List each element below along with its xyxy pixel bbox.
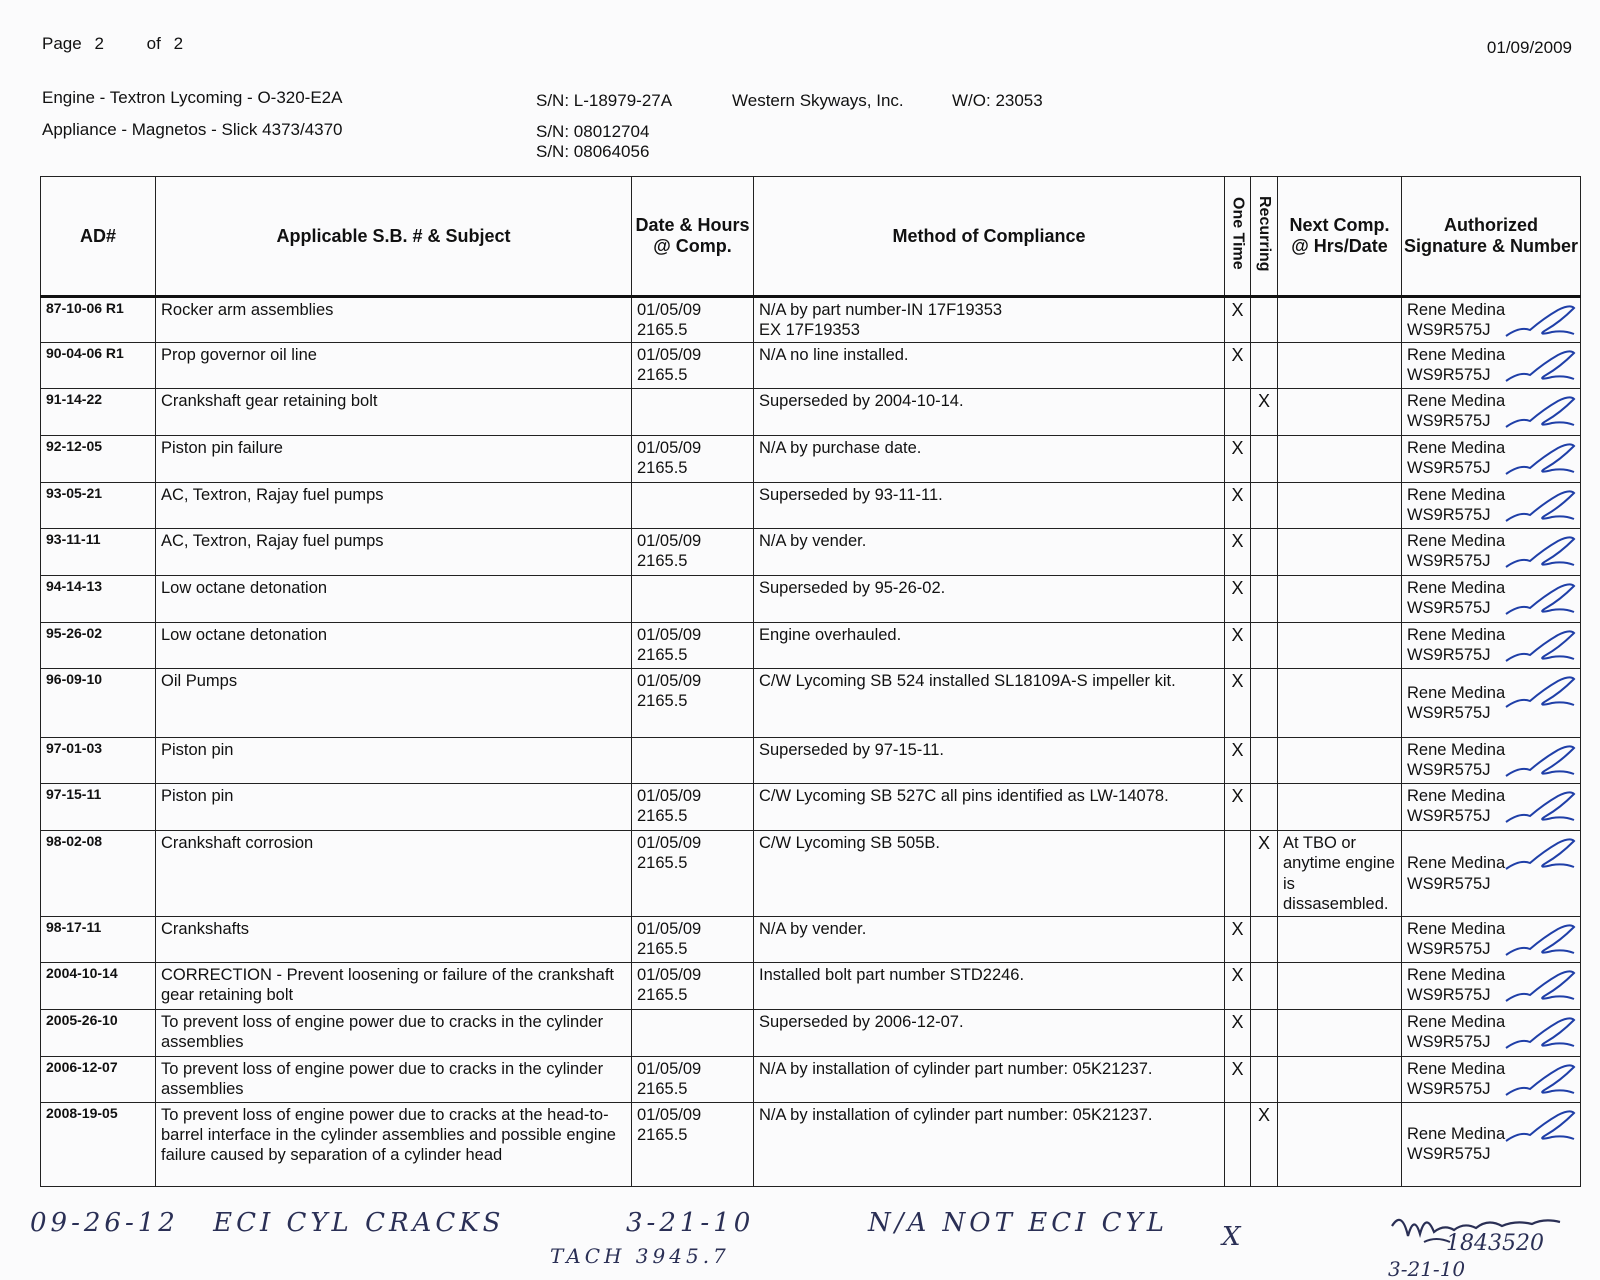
method-of-compliance: N/A by vender. bbox=[754, 529, 1225, 576]
page-total: 2 bbox=[173, 34, 184, 53]
signer-number: WS9R575J bbox=[1407, 552, 1491, 571]
recurring-mark bbox=[1251, 669, 1278, 738]
date-hours bbox=[632, 738, 754, 784]
one-time-mark: X bbox=[1225, 529, 1251, 576]
next-comp bbox=[1278, 389, 1402, 436]
handwritten-date: 3-21-10 bbox=[626, 1208, 755, 1238]
signature-scrawl bbox=[1500, 578, 1578, 622]
recurring-mark bbox=[1251, 576, 1278, 623]
signer-number: WS9R575J bbox=[1407, 599, 1491, 618]
signature-scrawl bbox=[1500, 786, 1578, 830]
one-time-mark: X bbox=[1225, 483, 1251, 529]
signature-scrawl bbox=[1500, 1012, 1578, 1056]
subject: Rocker arm assemblies bbox=[156, 297, 632, 343]
table-row bbox=[41, 529, 1581, 576]
comp-hours: 2165.5 bbox=[637, 939, 688, 958]
col-ad-number: AD# bbox=[41, 177, 156, 297]
comp-hours: 2165.5 bbox=[637, 692, 688, 711]
next-comp bbox=[1278, 529, 1402, 576]
ad-number: 87-10-06 R1 bbox=[41, 297, 156, 343]
col-one-time-label: One Time bbox=[1229, 197, 1247, 270]
authorized-signature bbox=[1402, 1056, 1581, 1102]
subject: Crankshafts bbox=[156, 916, 632, 962]
authorized-signature bbox=[1402, 483, 1581, 529]
date-hours bbox=[632, 436, 754, 483]
date-hours bbox=[632, 389, 754, 436]
signer-name: Rene Medina bbox=[1407, 532, 1506, 551]
signature-scrawl bbox=[1500, 345, 1578, 389]
next-comp bbox=[1278, 916, 1402, 962]
table-row bbox=[41, 784, 1581, 831]
signer-number: WS9R575J bbox=[1407, 646, 1491, 665]
signer-name: Rene Medina bbox=[1407, 1125, 1506, 1144]
one-time-mark bbox=[1225, 389, 1251, 436]
comp-hours: 2165.5 bbox=[637, 1079, 688, 1098]
next-comp bbox=[1278, 962, 1402, 1009]
signature-scrawl bbox=[1500, 438, 1578, 482]
next-comp bbox=[1278, 669, 1402, 738]
authorized-signature bbox=[1402, 389, 1581, 436]
authorized-signature bbox=[1402, 297, 1581, 343]
one-time-mark: X bbox=[1225, 623, 1251, 669]
handwritten-signer-date: 3-21-10 bbox=[1388, 1257, 1466, 1280]
one-time-mark: X bbox=[1225, 343, 1251, 389]
signer-name: Rene Medina bbox=[1407, 626, 1506, 645]
table-row bbox=[41, 669, 1581, 738]
ad-number: 90-04-06 R1 bbox=[41, 343, 156, 389]
signer-name: Rene Medina bbox=[1407, 346, 1506, 365]
next-comp: At TBO or anytime engine is dissasembled. bbox=[1278, 831, 1402, 917]
col-recurring bbox=[1251, 177, 1278, 297]
ad-number: 98-17-11 bbox=[41, 916, 156, 962]
recurring-mark bbox=[1251, 297, 1278, 343]
subject: Piston pin bbox=[156, 784, 632, 831]
comp-date: 01/05/09 bbox=[637, 919, 702, 938]
next-comp bbox=[1278, 1102, 1402, 1186]
authorized-signature bbox=[1402, 529, 1581, 576]
subject: Crankshaft corrosion bbox=[156, 831, 632, 917]
signer-number: WS9R575J bbox=[1407, 412, 1491, 431]
method-of-compliance: Superseded by 2004-10-14. bbox=[754, 389, 1225, 436]
recurring-mark bbox=[1251, 529, 1278, 576]
table-row bbox=[41, 297, 1581, 343]
ad-number: 96-09-10 bbox=[41, 669, 156, 738]
signature-scrawl bbox=[1500, 1105, 1578, 1149]
engine-serial: S/N: L-18979-27A bbox=[536, 91, 673, 110]
table-body bbox=[41, 297, 1581, 1187]
method-of-compliance: N/A by purchase date. bbox=[754, 436, 1225, 483]
signer-number: WS9R575J bbox=[1407, 985, 1491, 1004]
ad-compliance-table bbox=[40, 176, 1581, 1187]
next-comp bbox=[1278, 297, 1402, 343]
handwritten-mark: X bbox=[1222, 1222, 1245, 1252]
method-of-compliance: Installed bolt part number STD2246. bbox=[754, 962, 1225, 1009]
recurring-mark: X bbox=[1251, 389, 1278, 436]
ad-number: 2008-19-05 bbox=[41, 1102, 156, 1186]
authorized-signature bbox=[1402, 831, 1581, 917]
method-of-compliance: C/W Lycoming SB 505B. bbox=[754, 831, 1225, 917]
ad-number: 92-12-05 bbox=[41, 436, 156, 483]
signer-number: WS9R575J bbox=[1407, 1032, 1491, 1051]
date-hours bbox=[632, 297, 754, 343]
signer-number: WS9R575J bbox=[1407, 459, 1491, 478]
authorized-signature bbox=[1402, 623, 1581, 669]
signer-number: WS9R575J bbox=[1407, 1145, 1491, 1164]
recurring-mark bbox=[1251, 623, 1278, 669]
page-label: Page bbox=[42, 34, 82, 53]
one-time-mark: X bbox=[1225, 1056, 1251, 1102]
comp-hours: 2165.5 bbox=[637, 552, 688, 571]
table-header-row bbox=[41, 177, 1581, 297]
col-signature: Authorized Signature & Number bbox=[1402, 177, 1581, 297]
signer-number: WS9R575J bbox=[1407, 321, 1491, 340]
signer-name: Rene Medina bbox=[1407, 579, 1506, 598]
signer-name: Rene Medina bbox=[1407, 1012, 1506, 1031]
table-row bbox=[41, 483, 1581, 529]
one-time-mark: X bbox=[1225, 962, 1251, 1009]
subject: Prop governor oil line bbox=[156, 343, 632, 389]
signer-name: Rene Medina bbox=[1407, 965, 1506, 984]
signer-number: WS9R575J bbox=[1407, 761, 1491, 780]
recurring-mark bbox=[1251, 784, 1278, 831]
comp-hours: 2165.5 bbox=[637, 459, 688, 478]
subject: Low octane detonation bbox=[156, 623, 632, 669]
next-comp bbox=[1278, 623, 1402, 669]
document-date: 01/09/2009 bbox=[1486, 38, 1572, 57]
subject: Piston pin bbox=[156, 738, 632, 784]
signer-name: Rene Medina bbox=[1407, 486, 1506, 505]
date-hours bbox=[632, 1056, 754, 1102]
signature-scrawl bbox=[1500, 391, 1578, 435]
ad-number: 2006-12-07 bbox=[41, 1056, 156, 1102]
method-of-compliance: N/A no line installed. bbox=[754, 343, 1225, 389]
table-row bbox=[41, 436, 1581, 483]
subject: CORRECTION - Prevent loosening or failure of the crankshaft gear retaining bolt bbox=[156, 962, 632, 1009]
comp-hours: 2165.5 bbox=[637, 366, 688, 385]
authorized-signature bbox=[1402, 962, 1581, 1009]
appliance-serial-2: S/N: 08064056 bbox=[536, 142, 650, 161]
signature-scrawl bbox=[1500, 919, 1578, 963]
one-time-mark: X bbox=[1225, 738, 1251, 784]
subject: To prevent loss of engine power due to cracks at the head-to-barrel interface in the cylinder assemblies and possible engine failure caused by separation of a cylinder head bbox=[156, 1102, 632, 1186]
signer-number: WS9R575J bbox=[1407, 807, 1491, 826]
ad-number: 97-01-03 bbox=[41, 738, 156, 784]
method-of-compliance: Superseded by 93-11-11. bbox=[754, 483, 1225, 529]
comp-date: 01/05/09 bbox=[637, 672, 702, 691]
comp-hours: 2165.5 bbox=[637, 807, 688, 826]
authorized-signature bbox=[1402, 916, 1581, 962]
comp-date: 01/05/09 bbox=[637, 346, 702, 365]
recurring-mark bbox=[1251, 1009, 1278, 1056]
ad-number: 2005-26-10 bbox=[41, 1009, 156, 1056]
ad-number: 2004-10-14 bbox=[41, 962, 156, 1009]
signer-name: Rene Medina bbox=[1407, 301, 1506, 319]
comp-date: 01/05/09 bbox=[637, 532, 702, 551]
signer-name: Rene Medina bbox=[1407, 1059, 1506, 1078]
date-hours bbox=[632, 483, 754, 529]
ad-number: 93-11-11 bbox=[41, 529, 156, 576]
one-time-mark: X bbox=[1225, 1009, 1251, 1056]
table-row bbox=[41, 962, 1581, 1009]
one-time-mark: X bbox=[1225, 436, 1251, 483]
method-of-compliance: N/A by installation of cylinder part number: 05K21237. bbox=[754, 1102, 1225, 1186]
date-hours bbox=[632, 669, 754, 738]
authorized-signature bbox=[1402, 784, 1581, 831]
table-row bbox=[41, 389, 1581, 436]
subject: AC, Textron, Rajay fuel pumps bbox=[156, 529, 632, 576]
next-comp bbox=[1278, 1009, 1402, 1056]
signer-number: WS9R575J bbox=[1407, 366, 1491, 385]
comp-date: 01/05/09 bbox=[637, 787, 702, 806]
next-comp bbox=[1278, 343, 1402, 389]
one-time-mark: X bbox=[1225, 784, 1251, 831]
table-row bbox=[41, 916, 1581, 962]
method-of-compliance: Superseded by 97-15-11. bbox=[754, 738, 1225, 784]
method-of-compliance: N/A by part number-IN 17F19353 EX 17F19353 bbox=[754, 297, 1225, 343]
date-hours bbox=[632, 576, 754, 623]
signature-scrawl bbox=[1500, 1059, 1578, 1103]
table-row bbox=[41, 1102, 1581, 1186]
authorized-signature bbox=[1402, 436, 1581, 483]
col-method: Method of Compliance bbox=[754, 177, 1225, 297]
date-hours bbox=[632, 916, 754, 962]
method-of-compliance: N/A by vender. bbox=[754, 916, 1225, 962]
subject: Low octane detonation bbox=[156, 576, 632, 623]
recurring-mark bbox=[1251, 343, 1278, 389]
col-subject: Applicable S.B. # & Subject bbox=[156, 177, 632, 297]
ad-number: 97-15-11 bbox=[41, 784, 156, 831]
handwritten-tach: TACH 3945.7 bbox=[550, 1244, 730, 1268]
one-time-mark: X bbox=[1225, 669, 1251, 738]
handwritten-method: N/A NOT ECI CYL bbox=[868, 1208, 1168, 1238]
authorized-signature bbox=[1402, 1009, 1581, 1056]
ad-number: 93-05-21 bbox=[41, 483, 156, 529]
next-comp bbox=[1278, 576, 1402, 623]
next-comp bbox=[1278, 483, 1402, 529]
recurring-mark: X bbox=[1251, 831, 1278, 917]
authorized-signature bbox=[1402, 1102, 1581, 1186]
authorized-signature bbox=[1402, 738, 1581, 784]
col-date-hours: Date & Hours @ Comp. bbox=[632, 177, 754, 297]
comp-hours: 2165.5 bbox=[637, 321, 688, 340]
one-time-mark bbox=[1225, 1102, 1251, 1186]
next-comp bbox=[1278, 436, 1402, 483]
comp-hours: 2165.5 bbox=[637, 1125, 688, 1144]
ad-number: 95-26-02 bbox=[41, 623, 156, 669]
signer-name: Rene Medina bbox=[1407, 787, 1506, 806]
ad-number: 91-14-22 bbox=[41, 389, 156, 436]
signature-scrawl bbox=[1500, 531, 1578, 575]
col-recurring-label: Recurring bbox=[1256, 195, 1274, 272]
signer-name: Rene Medina bbox=[1407, 392, 1506, 411]
method-of-compliance: Superseded by 2006-12-07. bbox=[754, 1009, 1225, 1056]
handwritten-ad bbox=[30, 1208, 504, 1238]
signature-scrawl bbox=[1500, 485, 1578, 529]
work-order: W/O: 23053 bbox=[952, 91, 1043, 110]
one-time-mark: X bbox=[1225, 297, 1251, 343]
next-comp bbox=[1278, 784, 1402, 831]
method-of-compliance: Engine overhauled. bbox=[754, 623, 1225, 669]
table-row bbox=[41, 738, 1581, 784]
comp-date: 01/05/09 bbox=[637, 439, 702, 458]
engine-line: Engine - Textron Lycoming - O-320-E2A bbox=[42, 88, 343, 107]
recurring-mark bbox=[1251, 436, 1278, 483]
subject: To prevent loss of engine power due to cracks in the cylinder assemblies bbox=[156, 1009, 632, 1056]
date-hours bbox=[632, 529, 754, 576]
date-hours bbox=[632, 623, 754, 669]
page-indicator bbox=[42, 34, 183, 54]
appliance-line: Appliance - Magnetos - Slick 4373/4370 bbox=[42, 120, 343, 139]
handwritten-ad-number: 09-26-12 bbox=[30, 1208, 179, 1238]
comp-hours: 2165.5 bbox=[637, 985, 688, 1004]
signer-number: WS9R575J bbox=[1407, 874, 1491, 893]
next-comp bbox=[1278, 1056, 1402, 1102]
table-row bbox=[41, 831, 1581, 917]
recurring-mark bbox=[1251, 738, 1278, 784]
comp-date: 01/05/09 bbox=[637, 301, 702, 319]
authorized-signature bbox=[1402, 343, 1581, 389]
method-of-compliance: Superseded by 95-26-02. bbox=[754, 576, 1225, 623]
recurring-mark bbox=[1251, 483, 1278, 529]
one-time-mark: X bbox=[1225, 576, 1251, 623]
table-row bbox=[41, 1056, 1581, 1102]
signer-name: Rene Medina bbox=[1407, 919, 1506, 938]
recurring-mark bbox=[1251, 916, 1278, 962]
comp-hours: 2165.5 bbox=[637, 646, 688, 665]
subject: Oil Pumps bbox=[156, 669, 632, 738]
signature-scrawl bbox=[1500, 965, 1578, 1009]
subject: AC, Textron, Rajay fuel pumps bbox=[156, 483, 632, 529]
ad-number: 98-02-08 bbox=[41, 831, 156, 917]
table-row bbox=[41, 343, 1581, 389]
one-time-mark: X bbox=[1225, 916, 1251, 962]
method-of-compliance: C/W Lycoming SB 524 installed SL18109A-S impeller kit. bbox=[754, 669, 1225, 738]
next-comp bbox=[1278, 738, 1402, 784]
table-row bbox=[41, 576, 1581, 623]
signer-number: WS9R575J bbox=[1407, 939, 1491, 958]
subject: Crankshaft gear retaining bolt bbox=[156, 389, 632, 436]
comp-hours: 2165.5 bbox=[637, 854, 688, 873]
table-row bbox=[41, 1009, 1581, 1056]
signer-name: Rene Medina bbox=[1407, 684, 1506, 703]
handwritten-subject: ECI CYL CRACKS bbox=[213, 1208, 505, 1238]
signer-number: WS9R575J bbox=[1407, 1079, 1491, 1098]
recurring-mark bbox=[1251, 962, 1278, 1009]
date-hours bbox=[632, 831, 754, 917]
date-hours bbox=[632, 343, 754, 389]
authorized-signature bbox=[1402, 576, 1581, 623]
comp-date: 01/05/09 bbox=[637, 1059, 702, 1078]
comp-date: 01/05/09 bbox=[637, 626, 702, 645]
method-of-compliance: N/A by installation of cylinder part number: 05K21237. bbox=[754, 1056, 1225, 1102]
page-number: 2 bbox=[94, 34, 104, 53]
signer-number: WS9R575J bbox=[1407, 704, 1491, 723]
recurring-mark bbox=[1251, 1056, 1278, 1102]
authorized-signature bbox=[1402, 669, 1581, 738]
appliance-serial-1: S/N: 08012704 bbox=[536, 122, 650, 141]
signature-scrawl bbox=[1500, 300, 1578, 343]
signer-name: Rene Medina bbox=[1407, 854, 1506, 873]
col-next-comp: Next Comp. @ Hrs/Date bbox=[1278, 177, 1402, 297]
signature-scrawl bbox=[1500, 671, 1578, 715]
one-time-mark bbox=[1225, 831, 1251, 917]
signer-number: WS9R575J bbox=[1407, 506, 1491, 525]
comp-date: 01/05/09 bbox=[637, 965, 702, 984]
signature-scrawl bbox=[1500, 625, 1578, 669]
date-hours bbox=[632, 784, 754, 831]
handwritten-signer-number: 1843520 bbox=[1446, 1231, 1544, 1256]
subject: Piston pin failure bbox=[156, 436, 632, 483]
date-hours bbox=[632, 1009, 754, 1056]
comp-date: 01/05/09 bbox=[637, 1105, 702, 1124]
signer-name: Rene Medina bbox=[1407, 741, 1506, 760]
of-label: of bbox=[146, 34, 161, 53]
handwritten-signature bbox=[1384, 1206, 1594, 1280]
col-one-time bbox=[1225, 177, 1251, 297]
recurring-mark: X bbox=[1251, 1102, 1278, 1186]
subject: To prevent loss of engine power due to cracks in the cylinder assemblies bbox=[156, 1056, 632, 1102]
ad-number: 94-14-13 bbox=[41, 576, 156, 623]
comp-date: 01/05/09 bbox=[637, 834, 702, 853]
method-of-compliance: C/W Lycoming SB 527C all pins identified as LW-14078. bbox=[754, 784, 1225, 831]
table-row bbox=[41, 623, 1581, 669]
date-hours bbox=[632, 962, 754, 1009]
company-name: Western Skyways, Inc. bbox=[732, 91, 904, 110]
signature-scrawl bbox=[1500, 833, 1578, 877]
date-hours bbox=[632, 1102, 754, 1186]
signature-scrawl bbox=[1500, 740, 1578, 784]
signer-name: Rene Medina bbox=[1407, 439, 1506, 458]
